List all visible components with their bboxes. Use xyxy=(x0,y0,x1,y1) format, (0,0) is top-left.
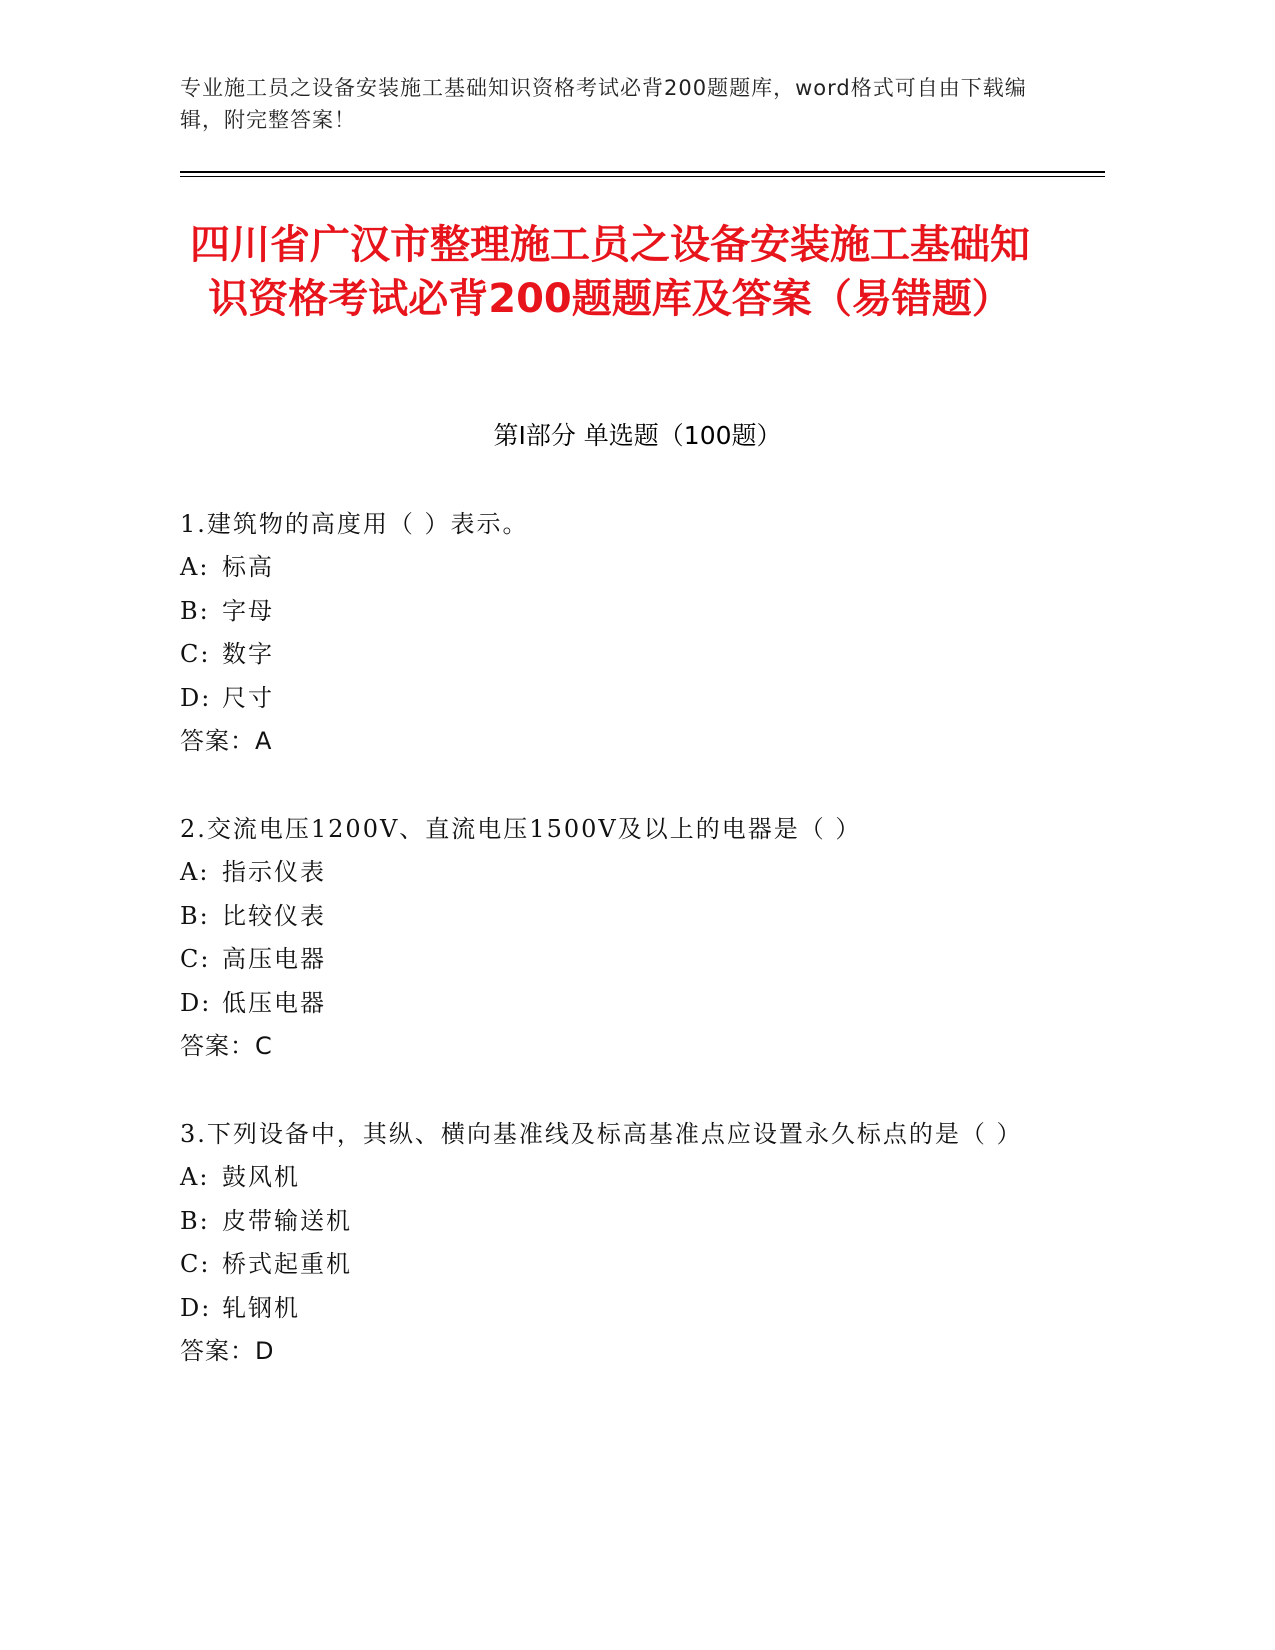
option-text: 轧钢机 xyxy=(222,1293,300,1322)
header-rule-thick xyxy=(180,171,1105,173)
option-key: A: xyxy=(180,858,210,886)
option-key: B: xyxy=(180,596,210,625)
answer: 答案：C xyxy=(180,1032,273,1060)
section-heading: 第I部分 单选题（100题） xyxy=(493,421,782,450)
question-1 xyxy=(180,503,1060,763)
option-text: 低压电器 xyxy=(222,988,326,1017)
option-text: 数字 xyxy=(222,640,274,668)
option-key: D: xyxy=(180,1293,212,1322)
option-text: 标高 xyxy=(222,553,274,581)
option-text: 尺寸 xyxy=(222,683,274,712)
option-b xyxy=(180,1200,1060,1244)
option-key: C: xyxy=(180,640,211,668)
option-text: 鼓风机 xyxy=(222,1163,300,1191)
option-key: D: xyxy=(180,988,212,1017)
option-b xyxy=(180,590,1060,634)
option-text: 字母 xyxy=(222,596,274,625)
option-d xyxy=(180,1287,1060,1331)
option-c xyxy=(180,938,1060,982)
option-d xyxy=(180,677,1060,721)
option-key: C: xyxy=(180,945,211,973)
option-key: B: xyxy=(180,1206,210,1235)
option-key: A: xyxy=(180,553,210,581)
option-key: A: xyxy=(180,1163,210,1191)
question-stem: 2.交流电压1200V、直流电压1500V及以上的电器是（ ） xyxy=(180,815,862,843)
option-d xyxy=(180,982,1060,1026)
question-stem: 3.下列设备中，其纵、横向基准线及标高基准点应设置永久标点的是（ ） xyxy=(180,1120,1023,1148)
question-3 xyxy=(180,1113,1060,1373)
option-c xyxy=(180,1243,1060,1287)
option-a xyxy=(180,546,1060,590)
option-key: C: xyxy=(180,1250,211,1278)
option-key: B: xyxy=(180,901,210,930)
option-text: 指示仪表 xyxy=(222,858,326,886)
option-a xyxy=(180,1156,1060,1200)
option-text: 桥式起重机 xyxy=(222,1250,352,1278)
answer: 答案：A xyxy=(180,727,273,755)
header-note: 专业施工员之设备安装施工基础知识资格考试必背200题题库，word格式可自由下载编辑，附完整答案！ xyxy=(180,76,1027,132)
option-a xyxy=(180,851,1060,895)
option-text: 高压电器 xyxy=(222,945,326,973)
option-text: 比较仪表 xyxy=(222,901,326,930)
header-rule-thin xyxy=(180,176,1105,177)
option-b xyxy=(180,895,1060,939)
option-text: 皮带输送机 xyxy=(222,1206,352,1235)
question-stem: 1.建筑物的高度用（ ）表示。 xyxy=(180,510,529,538)
answer: 答案：D xyxy=(180,1337,275,1365)
question-2 xyxy=(180,808,1060,1068)
document-title: 四川省广汉市整理施工员之设备安装施工基础知识资格考试必背200题题库及答案（易错题） xyxy=(190,222,1030,322)
option-key: D: xyxy=(180,683,212,712)
option-c xyxy=(180,633,1060,677)
